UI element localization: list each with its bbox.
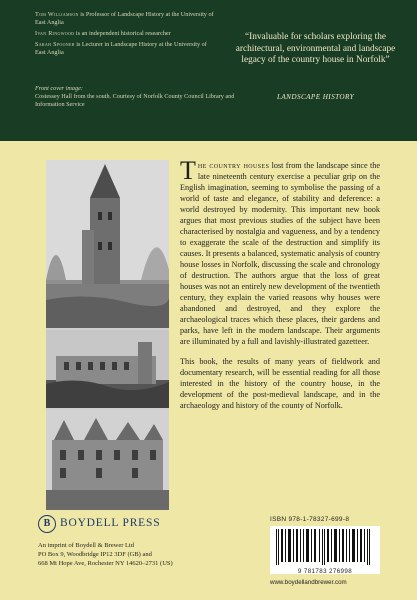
cover-image-credit: [35, 85, 235, 109]
author-notes: [35, 11, 215, 60]
isbn-label: ISBN 978-1-78327-699-8: [270, 516, 350, 523]
author-note: Tom Williamson is Professor of Landscape History at the University of East Anglia: [35, 11, 214, 26]
top-band: [0, 0, 417, 141]
review-source: LANDSCAPE HISTORY: [276, 93, 355, 101]
imprint-address: An imprint of Boydell & Brewer Ltd PO Box 9, Woodbridge IP12 3DF (GB) and 668 Mt Hope Ave, Rochester NY 14620–2731 (US): [38, 542, 173, 567]
blurb-paragraph: The country houses lost from the landscape since the late nineteenth century exercise a peculiar grip on the English imagination, seeming to symbolise the passing of a world of taste and elegance, of stability and deference: a world destroyed by modernity. This important new book argues that most previous studies of the subject have been characterised by nostalgia and vagueness, and by a tendency to exaggerate the scale of the destruction and simplify its causes. It presents a balanced, systematic analysis of country house losses in Norfolk, discussing the scale and chronology of destruction. The authors argue that the loss of great houses was not an entirely new development of the twentieth century, they explain the varied reasons why houses were abandoned and destroyed, and they explore the archaeological traces which these places, their gardens and parks, have left in the modern landscape. Their arguments are illuminated by a full and lavishly-illustrated gazetteer.: [180, 156, 380, 346]
blurb-paragraph: This book, the results of many years of fieldwork and documentary research, will be essential reading for all those interested in the history of the country house, in the development of the post-medieval landscape, and in the archaeology and history of the county of Norfolk.: [180, 357, 380, 410]
barcode-bars: [270, 526, 380, 566]
tower-photo: [46, 160, 169, 328]
publisher-url[interactable]: www.boydellandbrewer.com: [270, 579, 347, 586]
manor-photo: [46, 410, 169, 510]
blurb: [180, 156, 380, 411]
author-note: Ivan Ringwood is an independent historical researcher: [35, 30, 171, 37]
photo-column: [46, 160, 169, 510]
author-note: Sarah Spooner is Lecturer in Landscape History at the University of East Anglia: [35, 41, 207, 56]
review-quote: “Invaluable for scholars exploring the architectural, environmental and landscape legacy of the country house in Norfolk”: [235, 32, 396, 65]
publisher-name: BOYDELL PRESS: [60, 517, 161, 529]
cover-image-heading: Front cover image:: [35, 85, 83, 92]
drop-cap: T: [180, 156, 196, 185]
barcode-number: 9 781783 276998: [297, 568, 353, 575]
barcode: [270, 526, 380, 574]
cover-image-caption: Costessey Hall from the south. Courtesy of Norfolk County Council Library and Information Service: [35, 93, 235, 108]
boydell-logo: B: [38, 515, 56, 533]
hall-photo: [46, 330, 169, 408]
